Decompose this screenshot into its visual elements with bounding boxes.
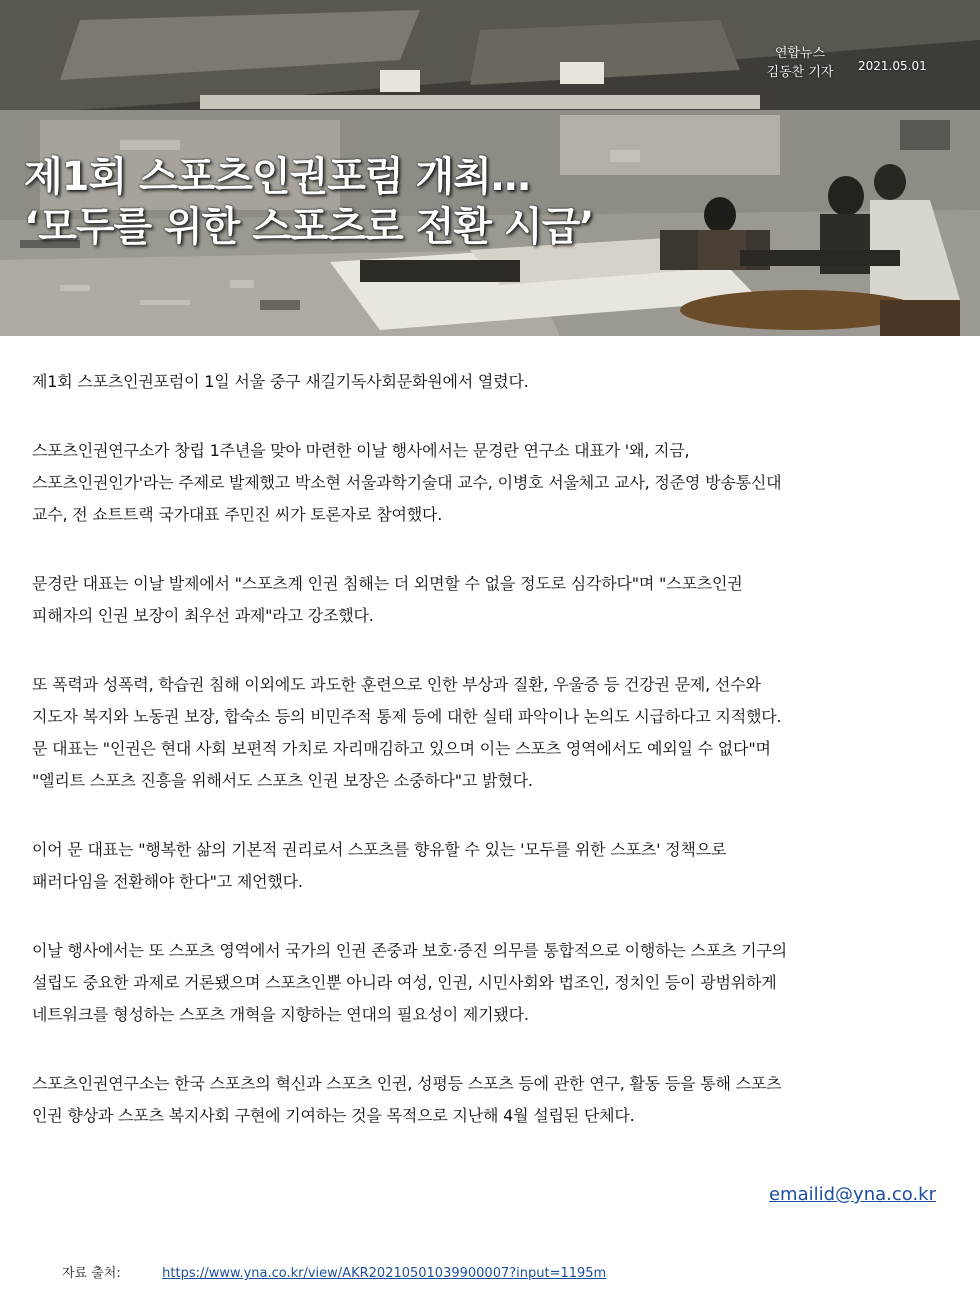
paragraph-line: 지도자 복지와 노동권 보장, 합숙소 등의 비민주적 통제 등에 대한 실태 파악이나 논의도 시급하다고 지적했다.: [32, 707, 782, 726]
paragraph-line: 스포츠인권인가'라는 주제로 발제했고 박소현 서울과학기술대 교수, 이병호 서울체고 교사, 정준영 방송통신대: [32, 473, 782, 492]
paragraph-line: 문경란 대표는 이날 발제에서 "스포츠계 인권 침해는 더 외면할 수 없을 정도로 심각하다"며 "스포츠인권: [32, 574, 743, 593]
headline-line-2: ‘모두를 위한 스포츠로 전환 시급’: [24, 204, 594, 250]
source-footer: [62, 1262, 606, 1281]
paragraph-line: 제1회 스포츠인권포럼이 1일 서울 중구 새길기독사회문화원에서 열렸다.: [32, 372, 529, 391]
article-body: [32, 366, 942, 1169]
source-label: 자료 출처:: [62, 1266, 121, 1281]
paragraph-line: 이날 행사에서는 또 스포츠 영역에서 국가의 인권 존중과 보호·증진 의무를 통합적으로 이행하는 스포츠 기구의: [32, 941, 787, 960]
paragraph-2: [32, 435, 942, 531]
paragraph-line: 문 대표는 "인권은 현대 사회 보편적 가치로 자리매김하고 있으며 이는 스포츠 영역에서도 예외일 수 없다"며: [32, 739, 771, 758]
reporter-email-link[interactable]: emailid@yna.co.kr: [768, 1184, 936, 1205]
paragraph-line: 스포츠인권연구소는 한국 스포츠의 혁신과 스포츠 인권, 성평등 스포츠 등에 관한 연구, 활동 등을 통해 스포츠: [32, 1074, 782, 1093]
paragraph-line: 설립도 중요한 과제로 거론됐으며 스포츠인뿐 아니라 여성, 인권, 시민사회와 법조인, 정치인 등이 광범위하게: [32, 973, 777, 992]
paragraph-4: [32, 669, 942, 797]
paragraph-3: [32, 568, 942, 632]
paragraph-line: 이어 문 대표는 "행복한 삶의 기본적 권리로서 스포츠를 향유할 수 있는 '모두를 위한 스포츠' 정책으로: [32, 840, 727, 859]
paragraph-6: [32, 935, 942, 1031]
paragraph-line: 인권 향상과 스포츠 복지사회 구현에 기여하는 것을 목적으로 지난해 4월 설립된 단체다.: [32, 1106, 635, 1125]
paragraph-line: 스포츠인권연구소가 창립 1주년을 맞아 마련한 이날 행사에서는 문경란 연구소 대표가 '왜, 지금,: [32, 441, 690, 460]
paragraph-line: 교수, 전 쇼트트랙 국가대표 주민진 씨가 토론자로 참여했다.: [32, 505, 443, 524]
paragraph-line: 피해자의 인권 보장이 최우선 과제"라고 강조했다.: [32, 606, 374, 625]
paragraph-line: 또 폭력과 성폭력, 학습권 침해 이외에도 과도한 훈련으로 인한 부상과 질환, 우울증 등 건강권 문제, 선수와: [32, 675, 761, 694]
paragraph-line: 네트워크를 형성하는 스포츠 개혁을 지향하는 연대의 필요성이 제기됐다.: [32, 1005, 529, 1024]
paragraph-5: [32, 834, 942, 898]
hero-banner: [0, 0, 980, 336]
paragraph-line: 패러다임을 전환해야 한다"고 제언했다.: [32, 872, 303, 891]
article-headline: [24, 152, 593, 252]
source-agency: 연합뉴스: [774, 46, 826, 61]
publish-date: 2021.05.01: [858, 59, 927, 73]
paragraph-7: [32, 1068, 942, 1132]
headline-line-1: 제1회 스포츠인권포럼 개최…: [24, 154, 530, 200]
reporter-name: 김동찬 기자: [766, 65, 834, 80]
paragraph-line: "엘리트 스포츠 진흥을 위해서도 스포츠 인권 보장은 소중하다"고 밝혔다.: [32, 771, 533, 790]
paragraph-1: [32, 366, 942, 398]
source-url-link[interactable]: https://www.yna.co.kr/view/AKR20210501039900007?input=1195m: [162, 1266, 607, 1281]
news-source: [760, 44, 840, 82]
